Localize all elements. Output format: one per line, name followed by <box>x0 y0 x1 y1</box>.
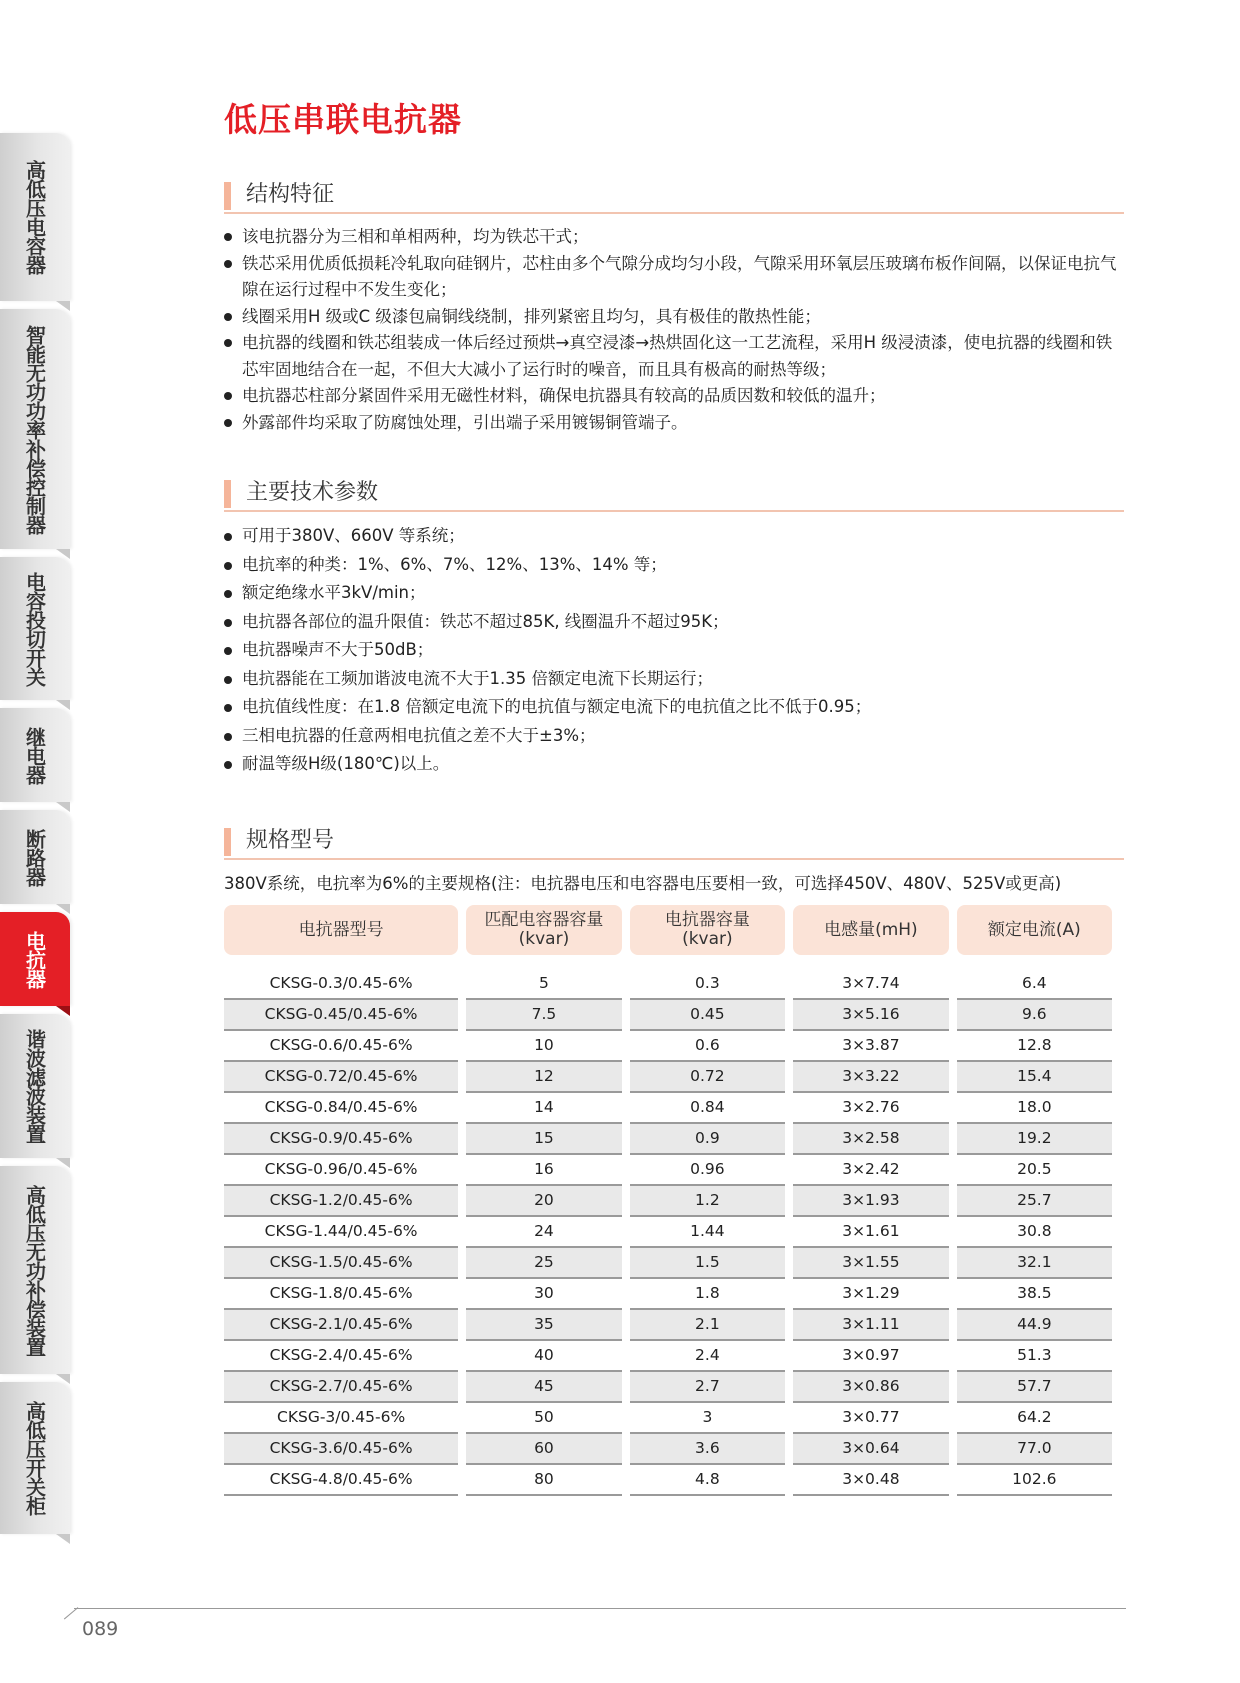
table-row <box>224 1155 1112 1186</box>
table-cell: 4.8 <box>630 1465 785 1496</box>
column-header-inductance: 电感量(mH) <box>793 905 949 955</box>
table-cell: 30.8 <box>957 1217 1112 1248</box>
list-item: 电抗器各部位的温升限值：铁芯不超过85K, 线圈温升不超过95K； <box>224 608 1124 637</box>
table-row <box>224 1403 1112 1434</box>
table-cell: 2.4 <box>630 1341 785 1372</box>
table-cell: CKSG-0.45/0.45-6% <box>224 1000 458 1031</box>
table-cell: CKSG-0.6/0.45-6% <box>224 1031 458 1062</box>
table-cell: 0.84 <box>630 1093 785 1124</box>
table-cell: CKSG-0.72/0.45-6% <box>224 1062 458 1093</box>
table-row <box>224 1217 1112 1248</box>
side-tab-breaker[interactable] <box>0 810 70 904</box>
table-row <box>224 1186 1112 1217</box>
list-item: 铁芯采用优质低损耗冷轧取向硅钢片，芯柱由多个气隙分成均匀小段，气隙采用环氧层压玻璃布板作间隔，以保证电抗气隙在运行过程中不发生变化； <box>224 251 1124 304</box>
table-cell: 25 <box>466 1248 621 1279</box>
table-cell: 45 <box>466 1372 621 1403</box>
section-header-specs <box>224 826 1124 860</box>
side-tab-harmonic-filter[interactable] <box>0 1014 70 1158</box>
table-cell: 77.0 <box>957 1434 1112 1465</box>
table-cell: 5 <box>466 969 621 1000</box>
table-cell: 16 <box>466 1155 621 1186</box>
table-cell: 12.8 <box>957 1031 1112 1062</box>
params-list <box>224 522 1124 779</box>
table-cell: 30 <box>466 1279 621 1310</box>
column-header-model: 电抗器型号 <box>224 905 458 955</box>
table-cell: 0.45 <box>630 1000 785 1031</box>
table-row <box>224 1031 1112 1062</box>
table-row <box>224 1124 1112 1155</box>
side-tab-label: 继电器 <box>22 726 47 784</box>
table-cell: 40 <box>466 1341 621 1372</box>
table-cell: 50 <box>466 1403 621 1434</box>
list-item: 外露部件均采取了防腐蚀处理，引出端子采用镀锡铜管端子。 <box>224 410 1124 437</box>
table-cell: 64.2 <box>957 1403 1112 1434</box>
table-cell: 18.0 <box>957 1093 1112 1124</box>
list-item: 电抗率的种类：1%、6%、7%、12%、13%、14% 等； <box>224 551 1124 580</box>
table-cell: CKSG-0.84/0.45-6% <box>224 1093 458 1124</box>
table-row <box>224 1372 1112 1403</box>
table-cell: 60 <box>466 1434 621 1465</box>
table-cell: CKSG-3.6/0.45-6% <box>224 1434 458 1465</box>
table-row <box>224 1062 1112 1093</box>
table-cell: CKSG-1.5/0.45-6% <box>224 1248 458 1279</box>
table-row <box>224 1279 1112 1310</box>
table-cell: 0.9 <box>630 1124 785 1155</box>
page-number: 089 <box>82 1618 119 1640</box>
table-cell: 3×7.74 <box>793 969 949 1000</box>
table-cell: 3×0.97 <box>793 1341 949 1372</box>
table-cell: 3×2.42 <box>793 1155 949 1186</box>
table-cell: 3×2.58 <box>793 1124 949 1155</box>
column-header-rated-current: 额定电流(A) <box>957 905 1112 955</box>
table-cell: 3×2.76 <box>793 1093 949 1124</box>
list-item: 该电抗器分为三相和单相两种，均为铁芯干式； <box>224 224 1124 251</box>
section-header-params <box>224 478 1124 512</box>
table-cell: CKSG-2.7/0.45-6% <box>224 1372 458 1403</box>
table-cell: 9.6 <box>957 1000 1112 1031</box>
list-item: 线圈采用H 级或C 级漆包扁铜线绕制，排列紧密且均匀，具有极佳的散热性能； <box>224 304 1124 331</box>
table-cell: 51.3 <box>957 1341 1112 1372</box>
table-cell: 102.6 <box>957 1465 1112 1496</box>
list-item: 电抗器的线圈和铁芯组装成一体后经过预烘→真空浸漆→热烘固化这一工艺流程，采用H 级浸渍漆，使电抗器的线圈和铁芯牢固地结合在一起，不但大大减小了运行时的噪音，而且具有极高的耐热等级； <box>224 330 1124 383</box>
section-title: 主要技术参数 <box>246 480 379 505</box>
side-tab-compensation-device[interactable] <box>0 1166 70 1374</box>
table-cell: CKSG-1.8/0.45-6% <box>224 1279 458 1310</box>
list-item: 三相电抗器的任意两相电抗值之差不大于±3%； <box>224 722 1124 751</box>
table-cell: 3×0.48 <box>793 1465 949 1496</box>
section-marker <box>224 828 231 856</box>
table-cell: 3×1.55 <box>793 1248 949 1279</box>
table-cell: 25.7 <box>957 1186 1112 1217</box>
table-cell: 3×0.64 <box>793 1434 949 1465</box>
table-cell: CKSG-0.9/0.45-6% <box>224 1124 458 1155</box>
section-title: 结构特征 <box>246 182 335 207</box>
list-item: 电抗值线性度：在1.8 倍额定电流下的电抗值与额定电流下的电抗值之比不低于0.95； <box>224 693 1124 722</box>
column-header-reactor-capacity: 电抗器容量 (kvar) <box>630 905 785 955</box>
table-cell: 3.6 <box>630 1434 785 1465</box>
side-tab-label: 高低压无功补偿装置 <box>22 1184 47 1356</box>
table-cell: 35 <box>466 1310 621 1341</box>
table-cell: 44.9 <box>957 1310 1112 1341</box>
table-cell: 32.1 <box>957 1248 1112 1279</box>
side-tab-reactor[interactable] <box>0 912 70 1006</box>
side-tab-switchgear[interactable] <box>0 1382 70 1534</box>
list-item: 电抗器能在工频加谐波电流不大于1.35 倍额定电流下长期运行； <box>224 665 1124 694</box>
table-cell: 1.8 <box>630 1279 785 1310</box>
table-cell: 3×1.29 <box>793 1279 949 1310</box>
table-cell: 15.4 <box>957 1062 1112 1093</box>
table-cell: 6.4 <box>957 969 1112 1000</box>
side-tab-label: 高低压开关柜 <box>22 1401 47 1515</box>
table-cell: 10 <box>466 1031 621 1062</box>
side-tab-label: 断路器 <box>22 828 47 886</box>
table-cell: 3 <box>630 1403 785 1434</box>
table-cell: 57.7 <box>957 1372 1112 1403</box>
table-cell: 3×1.61 <box>793 1217 949 1248</box>
table-cell: 1.5 <box>630 1248 785 1279</box>
side-tab-capacitor[interactable] <box>0 133 70 301</box>
list-item: 可用于380V、660V 等系统； <box>224 522 1124 551</box>
table-cell: 2.7 <box>630 1372 785 1403</box>
table-row <box>224 969 1112 1000</box>
table-cell: 3×0.86 <box>793 1372 949 1403</box>
table-cell: CKSG-3/0.45-6% <box>224 1403 458 1434</box>
table-header-row <box>224 905 1112 955</box>
side-tab-relay[interactable] <box>0 708 70 802</box>
spec-note: 380V系统，电抗率为6%的主要规格(注：电抗器电压和电容器电压要相一致，可选择450V、480V、525V或更高) <box>224 874 1062 893</box>
table-cell: 3×1.93 <box>793 1186 949 1217</box>
table-row <box>224 1093 1112 1124</box>
table-cell: CKSG-2.1/0.45-6% <box>224 1310 458 1341</box>
side-tab-switch[interactable] <box>0 557 70 700</box>
table-cell: 38.5 <box>957 1279 1112 1310</box>
table-cell: 3×1.11 <box>793 1310 949 1341</box>
table-cell: 0.3 <box>630 969 785 1000</box>
side-tab-label: 高低压电容器 <box>22 160 47 274</box>
table-cell: 2.1 <box>630 1310 785 1341</box>
footer-rule <box>74 1608 1126 1609</box>
table-cell: CKSG-2.4/0.45-6% <box>224 1341 458 1372</box>
table-cell: 0.72 <box>630 1062 785 1093</box>
table-row <box>224 1000 1112 1031</box>
spec-table <box>216 905 1120 1496</box>
table-cell: CKSG-0.3/0.45-6% <box>224 969 458 1000</box>
list-item: 耐温等级H级(180℃)以上。 <box>224 750 1124 779</box>
table-spacer <box>224 955 1112 969</box>
table-row <box>224 1465 1112 1496</box>
table-cell: 0.6 <box>630 1031 785 1062</box>
table-row <box>224 1248 1112 1279</box>
table-cell: 3×3.22 <box>793 1062 949 1093</box>
table-cell: CKSG-1.44/0.45-6% <box>224 1217 458 1248</box>
table-cell: CKSG-0.96/0.45-6% <box>224 1155 458 1186</box>
table-row <box>224 1341 1112 1372</box>
page-title: 低压串联电抗器 <box>224 100 462 139</box>
side-tab-label: 谐波滤波装置 <box>22 1029 47 1143</box>
list-item: 电抗器芯柱部分紧固件采用无磁性材料，确保电抗器具有较高的品质因数和较低的温升； <box>224 383 1124 410</box>
side-tab-label: 电容投切开关 <box>22 571 47 686</box>
table-cell: 19.2 <box>957 1124 1112 1155</box>
table-cell: 3×5.16 <box>793 1000 949 1031</box>
table-row <box>224 1310 1112 1341</box>
table-cell: 15 <box>466 1124 621 1155</box>
list-item: 额定绝缘水平3kV/min； <box>224 579 1124 608</box>
table-cell: 12 <box>466 1062 621 1093</box>
section-header-features <box>224 180 1124 214</box>
list-item: 电抗器噪声不大于50dB； <box>224 636 1124 665</box>
table-cell: 14 <box>466 1093 621 1124</box>
side-tab-controller[interactable] <box>0 309 70 549</box>
column-header-capacitor-capacity: 匹配电容器容量 (kvar) <box>466 905 621 955</box>
table-cell: 7.5 <box>466 1000 621 1031</box>
table-cell: 24 <box>466 1217 621 1248</box>
table-cell: 3×3.87 <box>793 1031 949 1062</box>
section-marker <box>224 182 231 210</box>
table-cell: 1.44 <box>630 1217 785 1248</box>
section-marker <box>224 480 231 508</box>
table-cell: CKSG-1.2/0.45-6% <box>224 1186 458 1217</box>
table-cell: 1.2 <box>630 1186 785 1217</box>
table-cell: CKSG-4.8/0.45-6% <box>224 1465 458 1496</box>
table-cell: 0.96 <box>630 1155 785 1186</box>
table-cell: 20.5 <box>957 1155 1112 1186</box>
table-row <box>224 1434 1112 1465</box>
table-cell: 80 <box>466 1465 621 1496</box>
features-list <box>224 224 1124 436</box>
section-title: 规格型号 <box>246 828 335 853</box>
side-tab-label: 电抗器 <box>22 930 47 988</box>
table-cell: 20 <box>466 1186 621 1217</box>
table-cell: 3×0.77 <box>793 1403 949 1434</box>
side-tab-label: 智能无功功率补偿控制器 <box>22 324 47 534</box>
